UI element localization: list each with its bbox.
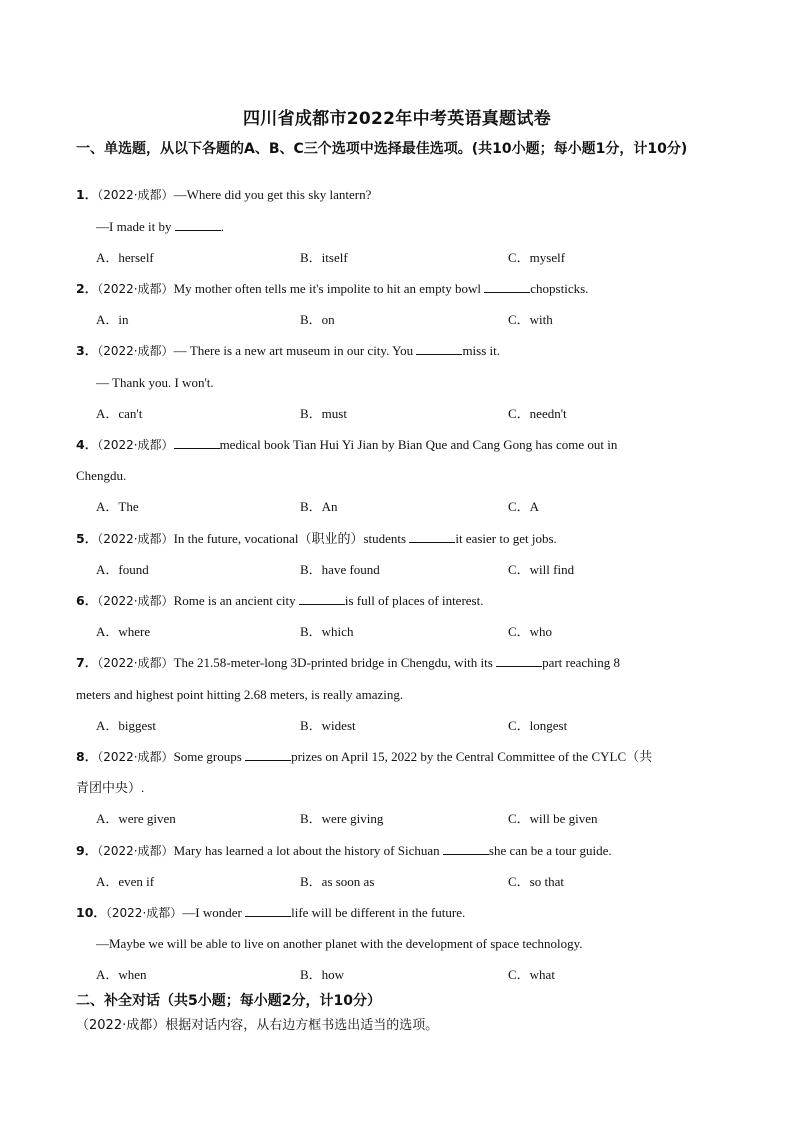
answer-blank [484,281,530,293]
question-number: 9． [76,843,98,858]
option-b: B．were giving [300,811,384,826]
option-c: C．what [508,967,555,982]
question-number: 7． [76,655,98,670]
question-8-line-2: 青团中央）. [76,780,145,795]
question-number: 3． [76,343,98,358]
question-source: （2022·成都） [97,594,174,608]
question-text: it easier to get jobs. [455,531,557,546]
answer-blank [443,843,489,855]
option-b: B．must [300,406,347,421]
question-9 [76,842,612,860]
option-a: A．where [96,624,151,639]
question-source: （2022·成都） [97,344,174,358]
page-title: 四川省成都市2022年中考英语真题试卷 [242,109,551,129]
option-b: B．on [300,312,335,327]
question-text: prizes on April 15, 2022 by the Central Committee of the CYLC（共 [291,749,653,764]
question-3 [76,342,500,360]
question-source: （2022·成都） [97,532,174,546]
question-source: （2022·成都） [97,656,174,670]
option-b: B．itself [300,250,348,265]
question-8 [76,748,652,766]
question-text: life will be different in the future. [291,905,466,920]
question-text: —I wonder [182,905,246,920]
question-1 [76,186,371,204]
question-7 [76,654,620,672]
option-a: A．in [96,312,129,327]
option-a: A．can't [96,406,143,421]
option-a: A．were given [96,811,176,826]
question-text: In the future, vocational（职业的）students [173,531,410,546]
question-text: — There is a new art museum in our city. You [173,343,417,358]
question-number: 2． [76,281,98,296]
question-text: miss it. [462,343,501,358]
question-text: part reaching 8 [542,655,621,670]
option-a: A．when [96,967,147,982]
answer-blank [245,905,291,917]
question-4-line-2: Chengdu. [76,468,127,483]
option-a: A．found [96,562,149,577]
question-10-line-2: —Maybe we will be able to live on another planet with the development of space technology. [96,936,583,951]
question-source: （2022·成都） [97,282,174,296]
question-text: chopsticks. [530,281,589,296]
section-2-intro: （2022·成都）根据对话内容，从右边方框书选出适当的选项。 [76,1018,439,1033]
option-c: C．who [508,624,553,639]
question-number: 4． [76,437,98,452]
question-text: . [220,219,224,234]
option-b: B．have found [300,562,380,577]
option-c: C．with [508,312,553,327]
option-c: C．myself [508,250,566,265]
question-6 [76,592,483,610]
question-text: is full of places of interest. [344,593,484,608]
question-source: （2022·成都） [105,906,183,920]
question-3-line-2: — Thank you. I won't. [96,375,214,390]
option-b: B．how [300,967,345,982]
question-number: 6． [76,593,98,608]
question-10 [76,904,465,922]
question-number: 8． [76,749,98,764]
answer-blank [416,343,462,355]
option-c: C．will be given [508,811,598,826]
answer-blank [175,219,221,231]
section-2-heading: 二、补全对话（共5小题；每小题2分，计10分） [76,993,381,1009]
option-a: A．biggest [96,718,156,733]
section-1-heading: 一、单选题，从以下各题的A、B、C三个选项中选择最佳选项。(共10小题；每小题1分，计10分) [76,141,688,157]
question-text: Rome is an ancient city [173,593,299,608]
question-text: she can be a tour guide. [488,843,612,858]
answer-blank [409,531,455,543]
option-b: B．as soon as [300,874,375,889]
option-b: B．widest [300,718,356,733]
answer-blank [299,593,345,605]
question-text: —Where did you get this sky lantern? [173,187,372,202]
option-b: B．An [300,499,338,514]
question-text: My mother often tells me it's impolite to hit an empty bowl [173,281,485,296]
answer-blank [245,749,291,761]
question-source: （2022·成都） [97,750,174,764]
question-source: （2022·成都） [97,188,174,202]
question-number: 5． [76,531,98,546]
option-c: C．so that [508,874,564,889]
question-number: 10． [76,905,106,920]
option-a: A．even if [96,874,155,889]
question-5 [76,530,557,548]
question-4 [76,436,617,454]
question-text: Mary has learned a lot about the history of Sichuan [173,843,443,858]
question-source: （2022·成都） [97,438,174,452]
question-7-line-2: meters and highest point hitting 2.68 meters, is really amazing. [76,687,404,702]
question-text: The 21.58-meter-long 3D-printed bridge in Chengdu, with its [173,655,497,670]
question-text: Some groups [173,749,246,764]
question-1-line-2 [96,218,224,236]
question-number: 1． [76,187,98,202]
option-a: A．The [96,499,139,514]
option-b: B．which [300,624,354,639]
answer-blank [496,655,542,667]
option-c: C．longest [508,718,568,733]
option-a: A．herself [96,250,154,265]
question-text: medical book Tian Hui Yi Jian by Bian Que and Cang Gong has come out in [219,437,618,452]
option-c: C．will find [508,562,575,577]
question-text: —I made it by [96,219,175,234]
question-source: （2022·成都） [97,844,174,858]
answer-blank [174,437,220,449]
option-c: C．A [508,499,540,514]
option-c: C．needn't [508,406,567,421]
question-2 [76,280,588,298]
